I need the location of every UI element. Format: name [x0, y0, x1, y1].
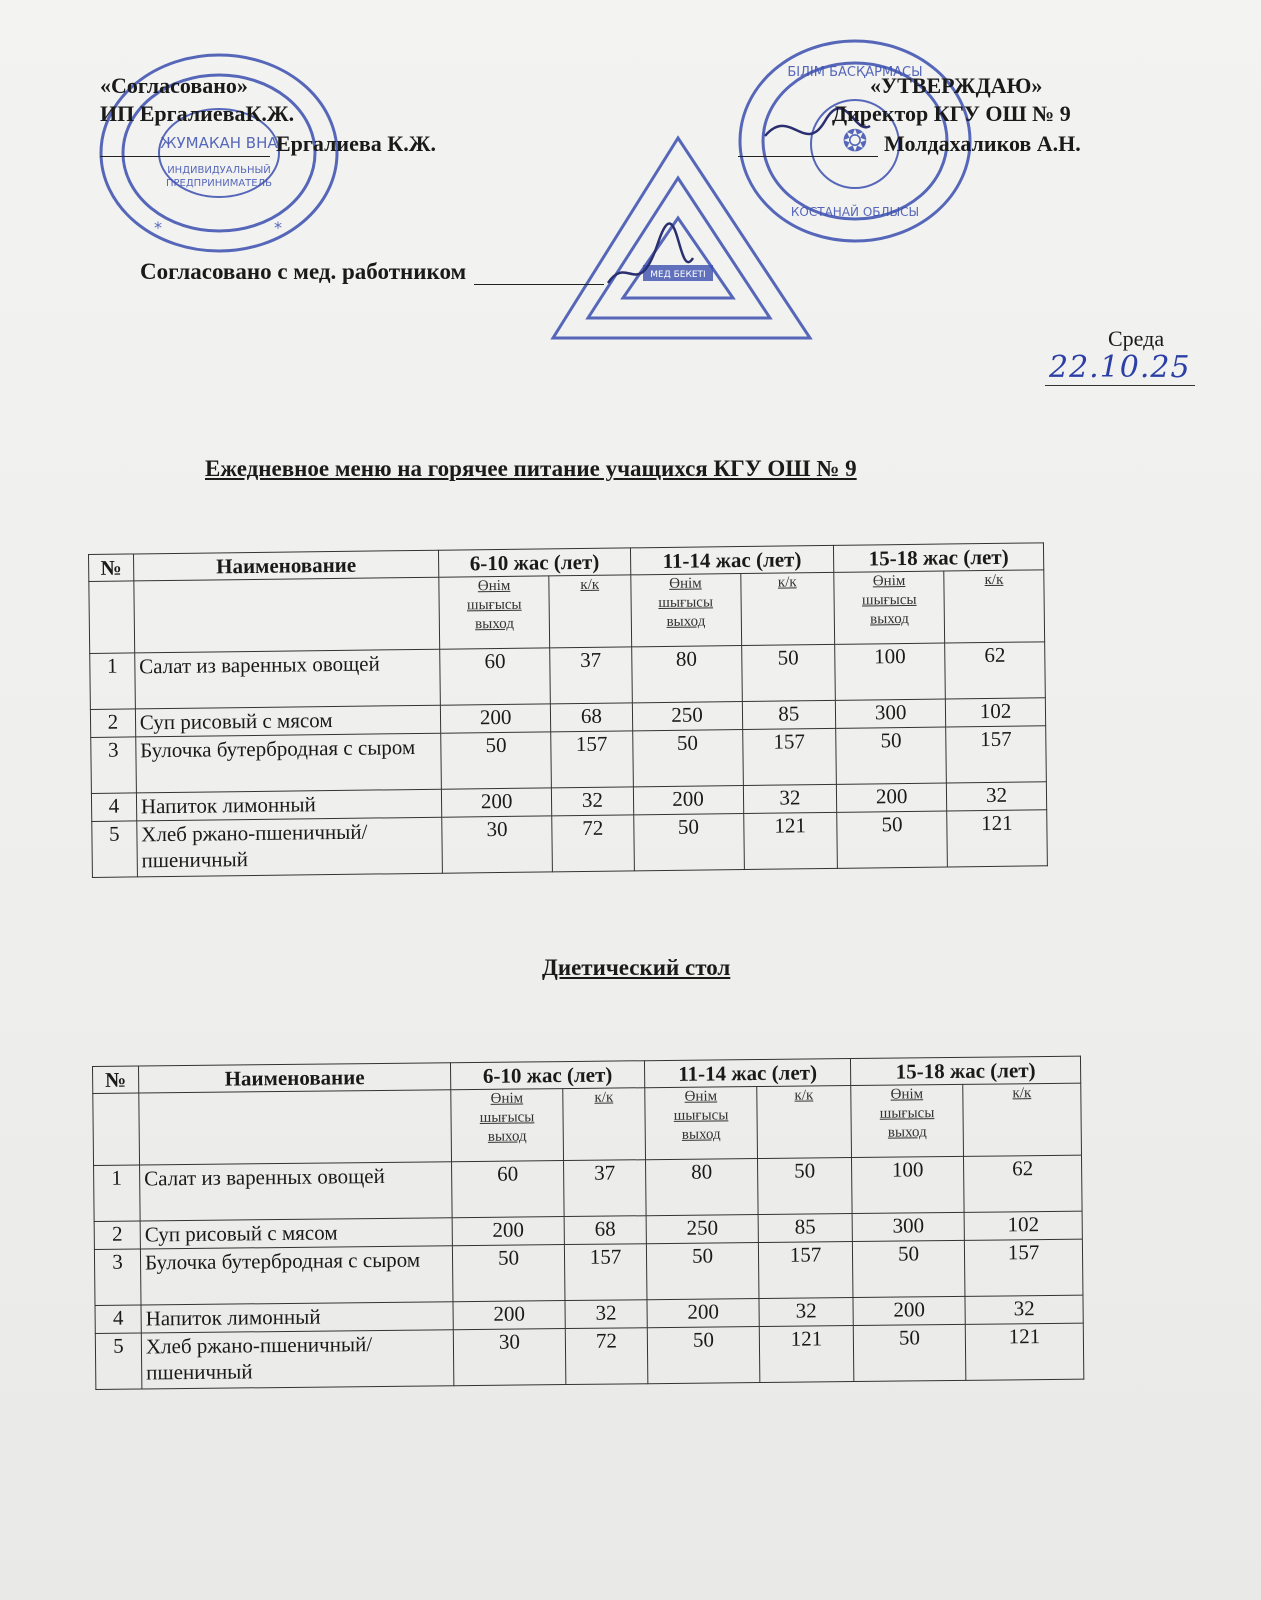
ip-name: ИП ЕргалиеваК.Ж. [100, 101, 295, 126]
table-row [95, 1323, 1084, 1389]
empty-cell [134, 577, 440, 653]
kcal-value: 157 [564, 1244, 647, 1301]
output-value: 250 [646, 1215, 758, 1244]
kcal-subheader: к/к [549, 575, 631, 648]
svg-text:ПРЕДПРИНИМАТЕЛЬ: ПРЕДПРИНИМАТЕЛЬ [166, 178, 272, 189]
table-subheader-row [93, 1083, 1082, 1165]
output-value: 100 [835, 643, 946, 700]
output-value: 200 [837, 783, 947, 812]
svg-text:*: * [274, 218, 282, 237]
output-value: 200 [442, 788, 552, 817]
kcal-value: 62 [964, 1155, 1083, 1212]
kcal-value: 32 [759, 1298, 853, 1327]
kcal-value: 157 [946, 726, 1047, 783]
dish-name: Суп рисовый с мясом [135, 705, 441, 737]
handwritten-date: 22.10.25 [1045, 350, 1195, 386]
main-menu-table [88, 542, 1048, 878]
kcal-value: 102 [964, 1211, 1082, 1240]
output-value: 80 [631, 646, 742, 703]
kcal-value: 102 [945, 698, 1045, 727]
dish-name: Салат из варенных овощей [140, 1162, 453, 1221]
dish-name: Салат из варенных овощей [134, 649, 440, 709]
dish-name: Булочка бутербродная с сыром [136, 733, 442, 793]
table-row [94, 1239, 1083, 1305]
empty-cell [93, 1093, 140, 1165]
svg-text:❂: ❂ [842, 124, 868, 159]
output-value: 50 [852, 1240, 965, 1297]
dish-name: Суп рисовый с мясом [140, 1218, 452, 1249]
output-value: 30 [442, 816, 553, 873]
empty-cell [89, 581, 135, 654]
svg-text:БІЛІМ БАСҚАРМАСЫ: БІЛІМ БАСҚАРМАСЫ [787, 65, 923, 80]
kcal-value: 37 [564, 1160, 647, 1217]
signature-underline [738, 156, 878, 157]
diet-menu-title: Диетический стол [542, 955, 731, 980]
svg-text:*: * [154, 218, 162, 237]
dish-name: Хлеб ржано-пшеничный/пшеничный [141, 1330, 454, 1389]
col-age3-header: 15-18 жас (лет) [850, 1056, 1080, 1085]
row-number: 1 [94, 1165, 141, 1221]
output-value: 60 [440, 648, 551, 705]
empty-cell [139, 1090, 452, 1165]
svg-text:КОСТАНАЙ ОБЛЫСЫ: КОСТАНАЙ ОБЛЫСЫ [790, 205, 920, 219]
row-number: 1 [90, 653, 135, 710]
diet-menu-body [94, 1155, 1084, 1389]
output-value: 50 [836, 727, 947, 784]
kcal-value: 121 [759, 1326, 854, 1383]
dish-name: Напиток лимонный [141, 1302, 453, 1333]
kcal-value: 85 [742, 700, 836, 729]
row-number: 2 [90, 709, 135, 738]
output-value: 200 [647, 1299, 759, 1328]
diet-menu-table [92, 1056, 1084, 1390]
medical-approval-label: Согласовано с мед. работником [140, 259, 467, 284]
output-value: 200 [452, 1217, 564, 1246]
kcal-subheader: к/к [963, 1083, 1082, 1156]
kcal-value: 121 [743, 812, 837, 869]
output-subheader: Өнім шығысы выход [645, 1087, 758, 1160]
col-num-header: № [89, 554, 134, 582]
kcal-subheader: к/к [740, 572, 835, 645]
table-row [92, 810, 1048, 878]
table-row [94, 1155, 1083, 1221]
output-value: 50 [647, 1327, 760, 1384]
kcal-value: 72 [552, 815, 634, 872]
row-number: 5 [95, 1333, 142, 1389]
output-subheader: Өнім шығысы выход [451, 1089, 564, 1162]
kcal-value: 121 [947, 810, 1048, 867]
output-value: 50 [452, 1245, 565, 1302]
output-value: 200 [853, 1296, 965, 1325]
output-value: 200 [633, 786, 743, 815]
output-subheader: Өнім шығысы выход [630, 574, 741, 647]
medical-approval [140, 258, 604, 285]
weekday: Среда [1108, 326, 1165, 351]
kcal-subheader: к/к [944, 570, 1045, 643]
right-signature-line [738, 130, 1081, 157]
kcal-value: 68 [564, 1216, 646, 1245]
svg-text:ИНДИВИДУАЛЬНЫЙ: ИНДИВИДУАЛЬНЫЙ [167, 165, 271, 176]
kcal-value: 32 [552, 787, 634, 816]
kcal-value: 32 [565, 1300, 647, 1329]
kcal-subheader: к/к [757, 1086, 852, 1159]
kcal-value: 157 [964, 1239, 1083, 1296]
row-number: 3 [91, 737, 136, 794]
kcal-value: 50 [758, 1158, 853, 1215]
row-number: 4 [95, 1305, 141, 1333]
output-subheader: Өнім шығысы выход [834, 571, 945, 644]
col-age1-header: 6-10 жас (лет) [439, 548, 631, 577]
output-value: 100 [852, 1156, 965, 1213]
kcal-value: 121 [965, 1323, 1084, 1380]
output-value: 30 [453, 1329, 566, 1386]
dish-name: Хлеб ржано-пшеничный/пшеничный [137, 817, 443, 877]
col-name-header: Наименование [133, 550, 439, 581]
kcal-value: 68 [550, 703, 632, 732]
kcal-value: 157 [551, 731, 633, 788]
row-number: 4 [91, 793, 136, 822]
kcal-value: 85 [758, 1214, 852, 1243]
approve-heading: «УТВЕРЖДАЮ» [870, 73, 1043, 98]
kcal-value: 32 [946, 782, 1046, 811]
kcal-value: 62 [945, 642, 1046, 699]
col-name-header: Наименование [139, 1063, 451, 1093]
col-age1-header: 6-10 жас (лет) [450, 1061, 644, 1090]
kcal-value: 157 [742, 728, 836, 785]
output-value: 50 [837, 811, 948, 868]
output-value: 50 [646, 1243, 759, 1300]
col-num-header: № [93, 1066, 139, 1093]
output-value: 50 [853, 1324, 966, 1381]
kcal-subheader: к/к [563, 1088, 646, 1161]
output-value: 60 [452, 1161, 565, 1218]
svg-text:ЖУМАКАН ВНА: ЖУМАКАН ВНА [160, 134, 278, 152]
output-value: 250 [632, 702, 742, 731]
main-menu-body [90, 642, 1048, 878]
kcal-value: 32 [965, 1295, 1083, 1324]
main-menu-title: Ежедневное меню на горячее питание учащихся КГУ ОШ № 9 [205, 456, 857, 481]
medical-triangle-stamp [548, 133, 818, 358]
kcal-value: 157 [758, 1242, 853, 1299]
col-age3-header: 15-18 жас (лет) [834, 543, 1044, 573]
kcal-value: 37 [550, 647, 632, 704]
output-value: 200 [453, 1301, 565, 1330]
kcal-value: 50 [741, 644, 835, 701]
output-subheader: Өнім шығысы выход [439, 576, 550, 649]
dish-name: Булочка бутербродная с сыром [140, 1246, 453, 1305]
output-value: 200 [441, 704, 551, 733]
right-signer-name: Молдахаликов А.Н. [884, 131, 1081, 156]
output-value: 300 [836, 699, 946, 728]
output-subheader: Өнім шығысы выход [851, 1084, 964, 1157]
output-value: 50 [633, 814, 744, 871]
col-age2-header: 11-14 жас (лет) [630, 545, 834, 574]
dish-name: Напиток лимонный [136, 789, 442, 821]
kcal-value: 32 [743, 784, 837, 813]
output-value: 300 [852, 1212, 964, 1241]
director-title: Директор КГУ ОШ № 9 [832, 101, 1071, 126]
row-number: 3 [94, 1249, 141, 1305]
agreed-heading: «Согласовано» [100, 73, 248, 98]
left-signature-line [100, 130, 436, 157]
table-subheader-row [89, 570, 1045, 654]
row-number: 5 [92, 821, 137, 878]
col-age2-header: 11-14 жас (лет) [644, 1059, 850, 1088]
row-number: 2 [94, 1221, 140, 1249]
output-value: 50 [632, 730, 743, 787]
output-value: 50 [441, 732, 552, 789]
signature-underline [474, 284, 604, 285]
output-value: 80 [646, 1159, 759, 1216]
kcal-value: 72 [565, 1328, 648, 1385]
signature-underline [100, 156, 270, 157]
left-signer-name: Ергалиева К.Ж. [276, 131, 436, 156]
svg-text:МЕД БЕКЕТІ: МЕД БЕКЕТІ [650, 270, 706, 280]
